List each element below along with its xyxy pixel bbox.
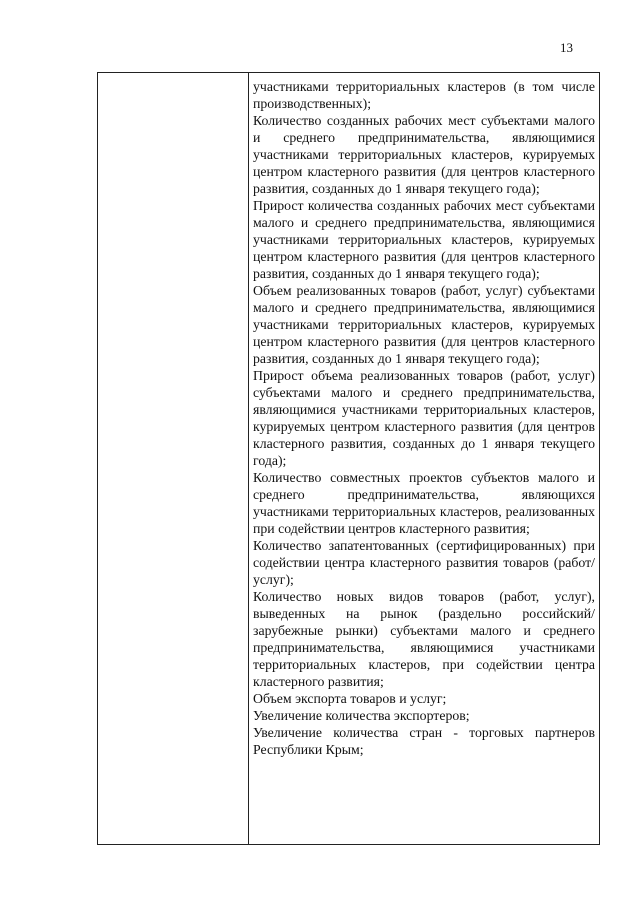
column-divider — [248, 73, 249, 844]
indicator-item: Увеличение количества стран - торговых партнеров Республики Крым; — [253, 725, 595, 757]
indicator-item: Прирост количества созданных рабочих мест субъектами малого и среднего предпринимательства, являющимися участниками территориальных кластеров, курируемых центром кластерного развития (для центров кластерного развития, созданных до 1 января текущего года); — [253, 198, 595, 281]
indicator-item: Количество запатентованных (сертифицированных) при содействии центра кластерного развития товаров (работ/услуг); — [253, 538, 595, 587]
indicator-item: Количество новых видов товаров (работ, услуг), выведенных на рынок (раздельно российский/зарубежные рынки) субъектами малого и среднего предпринимательства, являющимися участниками территориальных кластеров, при содействии центра кластерного развития; — [253, 589, 595, 689]
indicator-item: Увеличение количества экспортеров; — [253, 708, 470, 723]
indicator-list-cell — [253, 78, 595, 758]
indicator-item: Объем реализованных товаров (работ, услуг) субъектами малого и среднего предпринимательства, являющимися участниками территориальных кластеров, курируемых центром кластерного развития (для центров кластерного развития, созданных до 1 января текущего года); — [253, 283, 595, 366]
document-table — [97, 72, 600, 845]
page-number: 13 — [560, 40, 573, 55]
indicator-item: Объем экспорта товаров и услуг; — [253, 691, 447, 706]
indicator-item: Прирост объема реализованных товаров (работ, услуг) субъектами малого и среднего предпринимательства, являющимися участниками территориальных кластеров, курируемых центром кластерного развития (для центров кластерного развития, созданных до 1 января текущего года); — [253, 368, 595, 468]
indicator-item: участниками территориальных кластеров (в том числе производственных); — [253, 79, 595, 111]
indicator-item: Количество созданных рабочих мест субъектами малого и среднего предпринимательства, являющимися участниками территориальных кластеров, курируемых центром кластерного развития (для центров кластерного развития, созданных до 1 января текущего года); — [253, 113, 595, 196]
indicator-item: Количество совместных проектов субъектов малого и среднего предпринимательства, являющихся участниками территориальных кластеров, реализованных при содействии центров кластерного развития; — [253, 470, 595, 536]
